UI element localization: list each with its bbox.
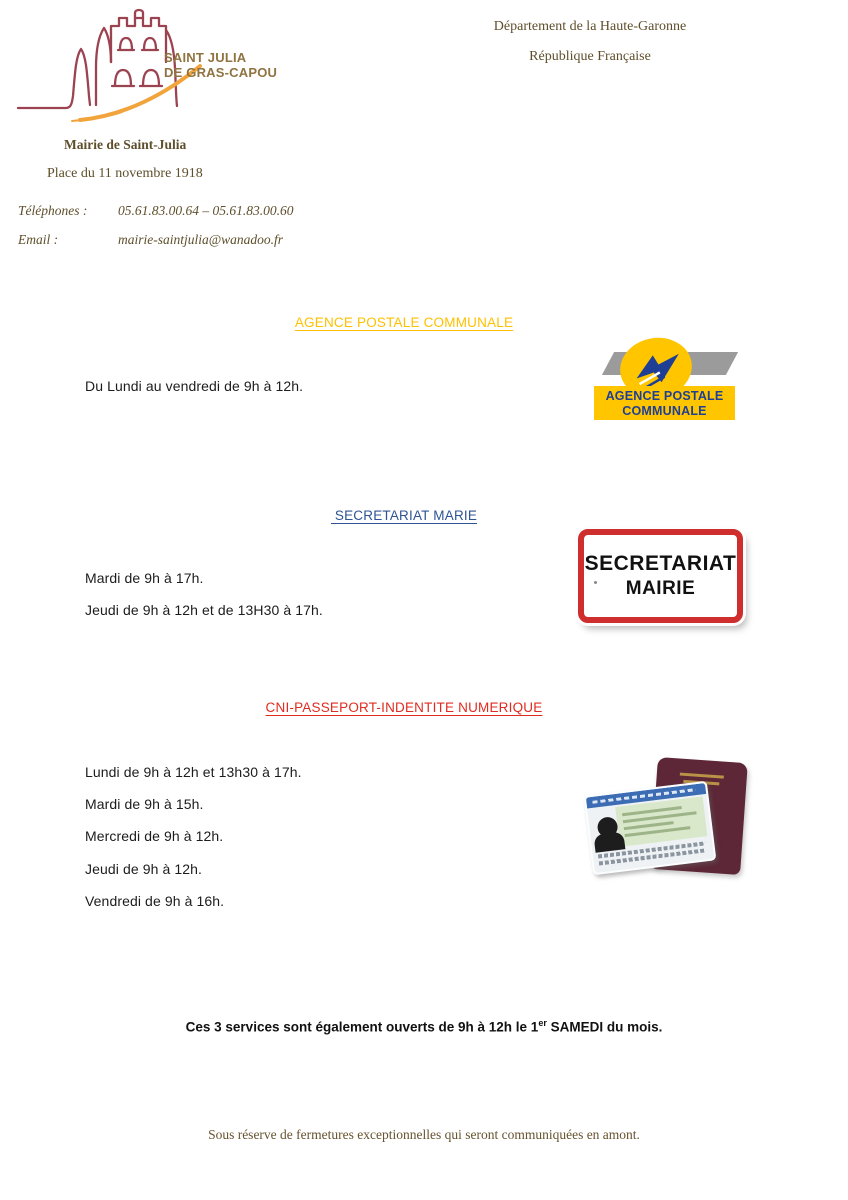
id-card-photo-silhouette	[593, 831, 625, 853]
secretariat-mairie-sign	[578, 529, 743, 623]
cni-schedule-line: Mardi de 9h à 15h.	[85, 796, 204, 812]
secretariat-schedule-line: Mardi de 9h à 17h.	[85, 570, 204, 586]
cni-schedule-line: Vendredi de 9h à 16h.	[85, 893, 225, 909]
id-card-icon	[584, 781, 717, 876]
la-poste-logo	[592, 337, 742, 422]
logo-caption-line1: SAINT JULIA	[164, 50, 247, 65]
department-line: Département de la Haute-Garonne	[493, 19, 687, 34]
saturday-note-text: Ces 3 services sont également ouverts de 9h à 12h le 1	[185, 1019, 539, 1035]
logo-caption-line2: DE GRAS-CAPOU	[164, 65, 278, 80]
org-name: Mairie de Saint-Julia	[64, 137, 187, 152]
la-poste-box-line2: COMMUNALE	[622, 404, 707, 418]
sign-line1: SECRETARIAT	[584, 552, 737, 575]
cni-schedule-line: Jeudi de 9h à 12h.	[85, 861, 203, 877]
cni-schedule-line: Lundi de 9h à 12h et 13h30 à 17h.	[85, 764, 302, 780]
phones-value: 05.61.83.00.64 – 05.61.83.00.60	[118, 203, 294, 218]
agence-schedule-line: Du Lundi au vendredi de 9h à 12h.	[85, 378, 304, 394]
section-title-cni: CNI-PASSEPORT-INDENTITE NUMERIQUE	[265, 700, 543, 715]
section-title-secretariat: SECRETARIAT MARIE	[330, 508, 478, 523]
passport-title-bar	[680, 773, 724, 779]
cni-schedule-line: Mercredi de 9h à 12h.	[85, 828, 224, 844]
la-poste-box-line1: AGENCE POSTALE	[605, 389, 724, 403]
saturday-note-superscript: er	[538, 1018, 547, 1028]
email-value: mairie-saintjulia@wanadoo.fr	[118, 232, 284, 247]
email-label: Email :	[18, 232, 59, 247]
section-title-agence-postale: AGENCE POSTALE COMMUNALE	[294, 315, 514, 330]
la-poste-text-box	[594, 386, 735, 420]
commune-logo-caption	[164, 50, 277, 80]
org-address: Place du 11 novembre 1918	[47, 166, 203, 181]
phones-label: Téléphones :	[18, 203, 88, 218]
sign-line2: MAIRIE	[625, 578, 696, 599]
saturday-note-text: SAMEDI du mois.	[546, 1019, 663, 1035]
republic-line: République Française	[529, 49, 651, 64]
identity-documents-image	[588, 758, 753, 880]
saturday-opening-note	[0, 1018, 848, 1035]
secretariat-schedule-line: Jeudi de 9h à 12h et de 13H30 à 17h.	[85, 602, 323, 618]
sign-screw-dot	[594, 581, 597, 584]
closing-note: Sous réserve de fermetures exceptionnelles qui seront communiquées en amont.	[208, 1127, 640, 1142]
